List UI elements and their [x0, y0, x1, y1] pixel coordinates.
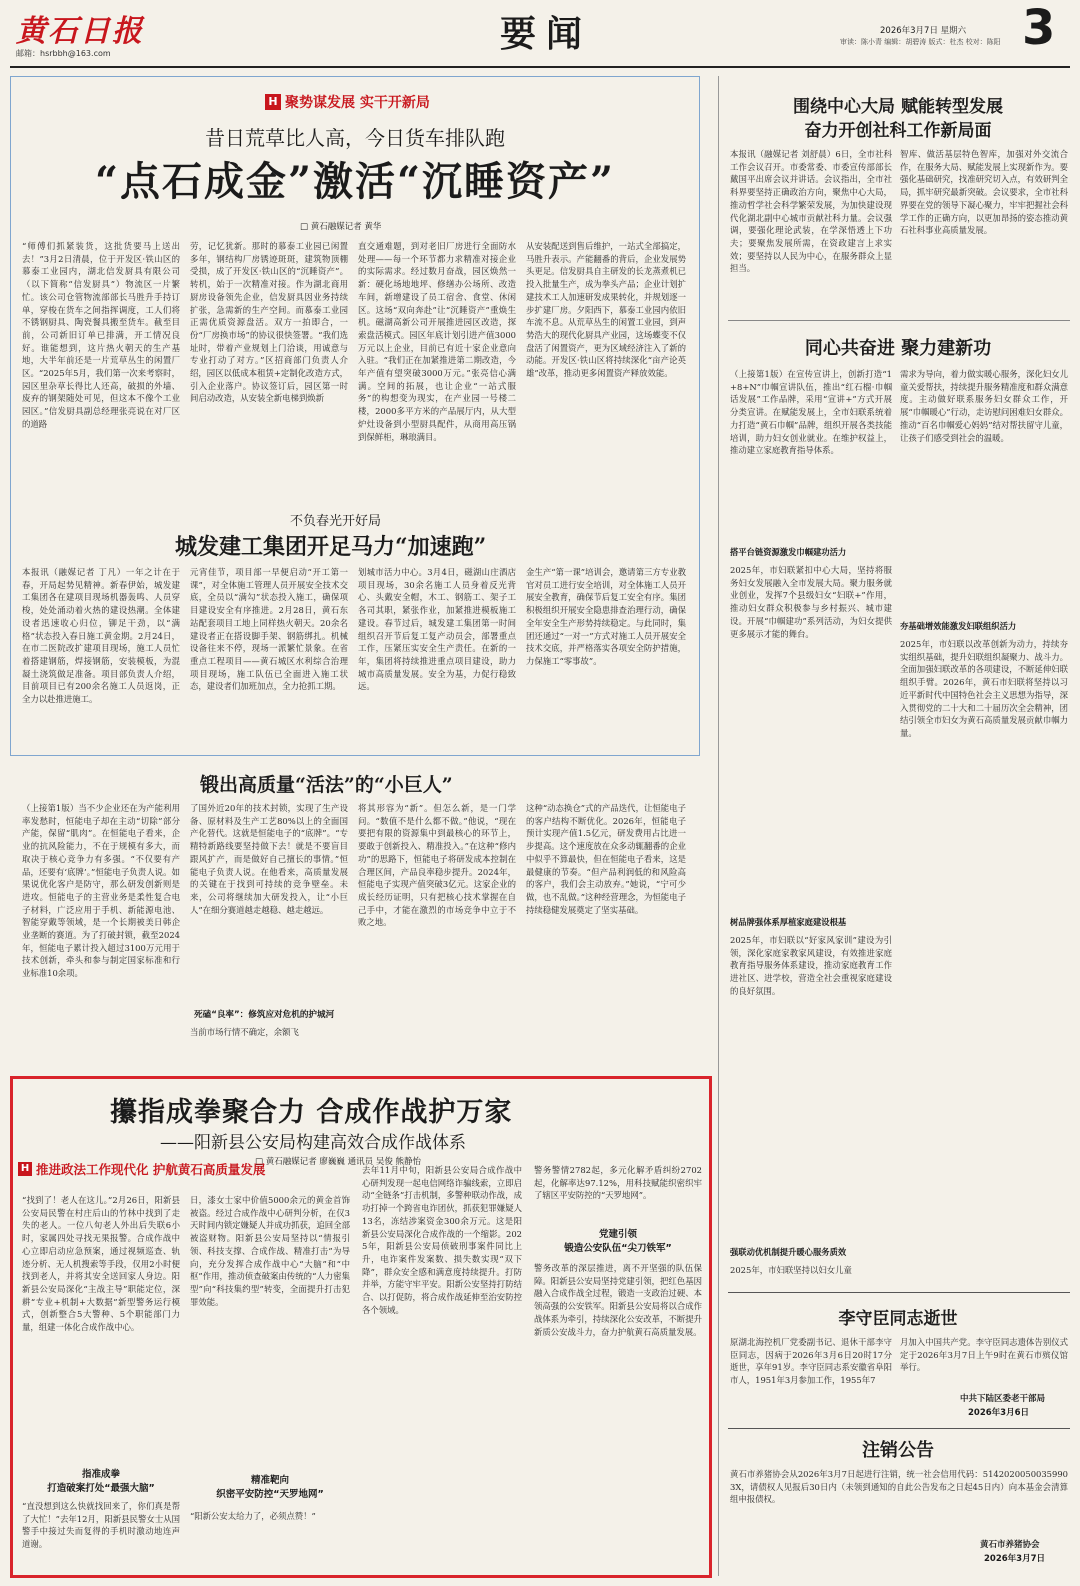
urban-story-col-3: 划城市活力中心。3月4日，磁湖山庄酒店项目现场，30余名施工人员身着反光背心、头戴安全帽，木工、钢筋工、架子工各司其职，紧张作业，加紧推进模板施工建设。春节过后，城发建工集团第一时间组织召开节后复工复产动员会，部署重点工作，压紧压实安全生产责任。在新的一年，集团将持续推进重点项目建设，助力城市高质量发展。安全为基，力促行稳致远。: [358, 567, 516, 692]
obituary-date: 2026年3月6日: [968, 1408, 1029, 1418]
right-mid-subhead-4: 夯基础增效能激发妇联组织活力: [900, 621, 1017, 631]
obituary-col-2: 月加入中国共产党。李守臣同志遗体告别仪式定于2026年3月7日上午9时在黄石市殡仪馆举行。: [900, 1337, 1068, 1373]
masthead-rule: [10, 66, 1070, 68]
right-mid-col-1c: 2025年，市妇联以“好家风家训”建设为引领，深化家庭家教家风建设，有效推进家庭教育指导服务体系建设，推动家庭教育工作进社区、进学校，营造全社会重视家庭建设的良好氛围。: [730, 935, 892, 996]
police-story-col-1: “找到了！老人在这儿。”2月26日，阳新县公安局民警在村庄后山的竹林中找到了走失的老人。一位八旬老人外出后失联6小时，家属四处寻找无果报警。合成作战中心立即启动应急预案，通过视频巡查、轨迹分析、无人机搜索等手段，仅用2小时便找到老人，并将其安全送回家人身边。阳新县公安局深化“主战主导”职能定位，深耕“专业+机制+大数据”新型警务运行模式，创新整合5大警种、5个职能部门力量，组建一体化合成作战中心。: [22, 1195, 180, 1333]
h-badge: H: [265, 94, 281, 110]
giant-story-col-1: （上接第1版）当不少企业还在为产能利用率发愁时，恒能电子却在主动“切除”部分产能，保留“肌肉”。在恒能电子看来，企业的抗风险能力，不在于规模有多大，而取决于核心竞争力有多强。“不仅要有产品，还要有‘底牌’。”恒能电子负责人说。如果说优化客户是防守，那么研发创新则是进攻。恒能电子的主营业务是柔性复合电子材料，广泛应用于手机、新能源电池、智能穿戴等领域，是一个长期被美日韩企业垄断的赛道。为了打破封锁，截至2024年，恒能电子累计投入超过3100万元用于技术创新，牵头和参与制定国家标准和行业标准10余项。: [22, 803, 180, 979]
newspaper-logo: 黄石日报: [16, 14, 144, 49]
right-top-headline-2: 奋力开创社科工作新局面: [804, 121, 992, 141]
right-mid-subhead-3: 强联动优机制提升暖心服务质效: [730, 1247, 847, 1257]
masthead-email: 邮箱：hsrbbh@163.com: [16, 49, 111, 58]
urban-story-headline: 城发建工集团开足马力“加速跑”: [175, 534, 487, 560]
top-story-kicker: 昔日荒草比人高，今日货车排队跑: [205, 126, 505, 150]
right-mid-col-2: 需求为导向，着力做实暖心服务，深化妇女儿童关爱帮扶，持续提升服务精准度和群众满意度。主动做好联系服务妇女群众工作，开展“巾帼暖心”行动，走访慰问困难妇女群众。推动“百名巾帼爱心妈妈”结对帮扶留守儿童，让孩子们感受到社会的温暖。: [900, 369, 1068, 443]
police-story-col-2-tail: “阳新公安太给力了，必须点赞！”: [190, 1511, 316, 1521]
police-story-col-1-subhead: 指准成拳 打造破案打处“最强大脑”: [47, 1469, 155, 1494]
notice-rule: [728, 1428, 1070, 1429]
obituary-rule: [728, 1292, 1070, 1293]
giant-story-col-3: 将其形容为“新”。但怎么新，是一门学问。“数值不是什么都不做。”他说，“现在要把有限的资源集中到最核心的环节上，要敢于创新投入、精准投入。”在这种“修内功”的思路下，恒能电子将研发成本控制在合理区间，产品良率稳步提升。2024年，恒能电子实现产值突破3亿元。这家企业的成长经历证明，只有把核心技术掌握在自己手中，才能在激烈的市场竞争中立于不败之地。: [358, 803, 516, 928]
right-mid-subhead-2: 树品牌强体系厚植家庭建设根基: [730, 917, 847, 927]
top-story-headline: “点石成金”激活“沉睡资产”: [94, 158, 616, 205]
urban-story-col-1: 本报讯（融媒记者 丁凡）一年之计在于春，开局起势见精神。新春伊始，城发建工集团各在建项目现场机器轰鸣、人员穿梭，处处涌动着火热的建设热潮。全体建设者迅速收心归位，铆足干劲，以“满格”状态投入春日施工黄金期。2月24日，在市二医院改扩建项目现场，施工人员忙着搭建钢筋，焊接钢筋，安装模板，为混凝土浇筑做足准备。项目部负责人介绍，目前项目已有200余名施工人员返岗，正全力以赴推进施工。: [22, 567, 180, 705]
giant-story-col-4: 这种“动态换仓”式的产品迭代，让恒能电子的客户结构不断优化。2026年，恒能电子预计实现产值1.5亿元，研发费用占比进一步提高。这个速度放在众多动辄翻番的企业中似乎不算最快，但在恒能电子看来，这是最健康的节奏。“但产品利润低的和风险高的客户，我们会主动放弃。”她说，“宁可少做，也不乱做。”这种经营理念，为恒能电子持续稳健发展奠定了坚实基础。: [526, 803, 686, 915]
police-story-col-2: 日，漆女士家中价值5000余元的黄金首饰被盗。经过合成作战中心研判分析，在仅3天时间内锁定嫌疑人并成功抓获，追回全部被盗财物。阳新县公安局坚持以“情报引领、科技支撑、合成作战、精准打击”为导向，充分发挥合成作战中心“大脑”和“中枢”作用，推动侦查破案由传统的“人力密集型”向“科技集约型”转变，全面提升打击犯罪效能。: [190, 1195, 350, 1307]
top-story-col-1: “师傅们抓紧装货，这批货要马上送出去！”3月2日清晨，位于开发区·铁山区的慕泰工业园内，湖北信发厨具有限公司（以下简称“信发厨具”）物流区一片繁忙。该公司仓管物流部部长马胜升手持订单，穿梭在货车之间指挥调度，工人们将不锈钢厨具、陶瓷餐具搬至货车。截至目前，公司新旧订单已排满，开工情况良好。谁能想到，这片热火朝天的生产基地，大半年前还是一片荒草丛生的闲置厂区。“2025年5月，我们第一次来考察时，园区里杂草长得比人还高，破损的外墙、废弃的钢架随处可见，但这本不像个工业园区。”信发厨具副总经理张亮说在对厂区的道路: [22, 241, 180, 429]
giant-story-col-2b: 当前市场行情不确定，余额飞: [190, 1027, 299, 1037]
right-column-divider: [718, 76, 719, 1576]
top-story-col-3: 直交通难题，到对老旧厂房进行全面防水处理——每一个环节都力求精准对接企业的实际需求。经过数月奋战，园区焕然一新：硬化场地地坪、修缮办公场所、改造车间，新增建设了员工宿舍、食堂、休闲区。这场“双向奔赴”让“沉睡资产”重焕生机。磁湖高新公司开展推进园区改造，探索盘活模式。园区年底计划引进产值3000万元以上企业，目前已有近十家企业意向入驻。“我们正在加紧推进第二期改造，今年产值有望突破3000万元。”张亮信心满满。空间的拓展，也让企业“一站式服务”的构想变为现实，在产业园一号楼二楼，2000多平方米的产品展厅内，从大型炉灶设备到小型厨具配件，从商用高压锅到保鲜柜，琳琅满目。: [358, 241, 516, 442]
notice-headline: 注销公告: [862, 1440, 934, 1461]
right-top-col-1: 本报讯（融媒记者 刘舒晨）6日，全市社科工作会议召开。市委常委、市委宣传部部长戴国平出席会议并讲话。会议指出，全市社科界要坚持正确政治方向，聚焦中心大局，推动哲学社会科学繁荣发展，为加快建设现代化湖北副中心城市贡献社科力量。会议强调，要强化理论武装，在学深悟透上下功夫；要聚焦发展所需，在资政建言上求实效；要坚持以人民为中心，在服务群众上显担当。: [730, 149, 892, 274]
right-mid-headline: 同心共奋进 聚力建新功: [804, 338, 992, 359]
giant-story-col-2: 了国外近20年的技术封锁，实现了生产设备、原材料及生产工艺80%以上的全面国产化替代。这就是恒能电子的“底牌”。“专精特新路线要坚持做下去！就是不要盲目跟风扩产，而是做好自己擅长的事情。”恒能电子负责人说。在他看来，高质量发展的关键在于找到可持续的竞争壁垒。未来，公司将继续加大研发投入，让“小巨人”在细分赛道越走越稳、越走越远。: [190, 803, 348, 915]
section-title: 要闻: [500, 13, 593, 55]
giant-story-headline: 锻出高质量“活法”的“小巨人”: [200, 774, 453, 796]
police-story-col-4-tail: 警务改革的深层推进，离不开坚强的队伍保障。阳新县公安局坚持党建引领，把红色基因融入合成作战全过程，锻造一支政治过硬、本领高强的公安铁军。阳新县公安局将以合成作战体系为牵引，持续深化公安改革，不断提升新质公安战斗力，奋力护航黄石高质量发展。: [534, 1263, 702, 1337]
police-story-col-4-subhead: 党建引领 锻造公安队伍“尖刀铁军”: [564, 1229, 672, 1254]
obituary-headline: 李守臣同志逝世: [838, 1309, 958, 1329]
police-story-col-3: 去年11月中旬，阳新县公安局合成作战中心研判发现一起电信网络诈骗线索，立即启动“全链条”打击机制，多警种联动作战，成功打掉一个跨省电诈团伙，抓获犯罪嫌疑人13名，冻结涉案资金300余万元。这是阳新县公安局深化合成作战的一个缩影。2025年，阳新县公安局侦破刑事案件同比上升，电诈案件发案数、损失数实现“双下降”，群众安全感和满意度持续提升。打防并举，方能守牢平安。阳新公安坚持打防结合、以打促防，将合成作战延伸至治安防控各个领域。: [362, 1165, 522, 1315]
giant-story-subhead: 死磕“良率”：修筑应对危机的护城河: [194, 1010, 335, 1020]
right-mid-col-2b: 2025年，市妇联以改革创新为动力，持续夯实组织基础，提升妇联组织凝聚力、战斗力。全面加强妇联改革的各项建设，不断延伸妇联组织手臂。2026年，黄石市妇联将坚持以习近平新时代中国特色社会主义思想为指导，深入贯彻党的二十大和二十届历次全会精神，团结引领全市妇女为黄石高质量发展贡献巾帼力量。: [900, 639, 1068, 738]
notice-date: 2026年3月7日: [984, 1554, 1045, 1564]
right-top-rule: [728, 320, 1070, 321]
top-story-tag-text: 聚势谋发展 实干开新局: [285, 95, 430, 111]
obituary-col-1: 原湖北海控机厂党委副书记、退休干部李守臣同志，因病于2026年3月6日20时17分逝世，享年91岁。李守臣同志系安徽省阜阳市人，1951年3月参加工作，1955年7: [730, 1337, 892, 1386]
police-story-byline: □ 黄石融媒记者 廖巍巍 通讯员 吴俊 熊静怡: [255, 1157, 422, 1167]
issue-date: 2026年3月7日 星期六: [880, 26, 967, 36]
police-story-col-2-subhead: 精准靶向 织密平安防控“天罗地网”: [216, 1475, 324, 1500]
right-top-col-2: 智库、做活基层特色智库，加强对外交流合作，在服务大局、赋能发展上实现新作为。要强化基础研究，找准研究切入点，有效研判全局，抓牢研究最新突破。会议要求，全市社科界要在党的领导下凝心聚力，牢牢把握社会科学工作的正确方向，以更加昂扬的姿态推动黄石社科事业高质量发展。: [900, 149, 1068, 236]
right-mid-col-1: （上接第1版）在宣传宣讲上，创新打造“1+8+N”巾帼宣讲队伍，推出“红石榴·巾帼话发展”工作品牌，采用“宣讲+”方式开展分类宣讲。在赋能发展上，全市妇联系统着力打造“黄石巾帼”品牌，组织开展各类技能培训，助力妇女创业就业。在维护权益上，推动建立家庭教育指导体系。: [730, 369, 892, 456]
urban-story-kicker: 不负春光开好局: [290, 514, 382, 529]
urban-story-col-4: 金生产“第一课”培训会，邀请第三方专业教官对员工进行安全培训，对全体施工人员开展安全教育，确保节后复工安全有序。集团积极组织开展安全隐患排查治理行动，确保全年安全生产形势持续稳定。与此同时，集团还通过“一对一”方式对施工人员开展安全技术交底，并严格落实各项安全防护措施，力保施工“零事故”。: [526, 567, 686, 666]
obituary-signature: 中共下陆区委老干部局: [960, 1394, 1046, 1404]
police-story-tag-text: 推进政法工作现代化 护航黄石高质量发展: [36, 1162, 266, 1177]
right-mid-subhead-1: 搭平台链资源激发巾帼建功活力: [730, 547, 847, 557]
urban-story-col-2: 元宵佳节，项目部一早便启动“开工第一课”，对全体施工管理人员开展安全技术交底，全员以“满勾”状态投入施工，确保项目建设安全有序推进。2月28日，黄石东站配套项目工地上同样热火朝天。20余名建设者正在搭设脚手架、钢筋绑扎。机械设备往来不停，现场一派繁忙景象。在省重点工程项目——黄石城区水利综合治理项目现场，施工队伍已全面进入施工状态，建设者们加班加点，全力抢抓工期。: [190, 567, 348, 692]
notice-body: 黄石市养猪协会从2026年3月7日起进行注销，统一社会信用代码：51420200500359903X，请债权人见报后30日内（未领到通知的自此公告发布之日起45日内）向本基金会清算组申报债权。: [730, 1469, 1068, 1505]
police-story-headline: 攥指成拳聚合力 合成作战护万家: [110, 1097, 513, 1128]
top-story-col-2: 劳，记忆犹新。那时的慕泰工业园已闲置多年，钢结构厂房锈迹斑斑，建筑物顶棚受损，成了开发区·铁山区的“沉睡资产”。转机，始于一次精准对接。作为湖北商用厨房设备领先企业，信发厨具因业务持续扩张，急需新的生产空间。而慕泰工业园正需优质资源盘活。双方一拍即合，一份“厂房换市场”的协议很快签署。“我们选址时，带着产业规划上门洽谈，用诚意与专业打动了对方。”区招商部门负责人介绍，园区以低成本租赁+定制化改造方式，引入企业落户。协议签订后，园区第一时间启动改造，从安装全新电梯到焕新: [190, 241, 348, 404]
page-number: 3: [1022, 0, 1056, 56]
right-mid-col-1b: 2025年，市妇联紧扣中心大局，坚持将服务妇女发展融入全市发展大局。聚力服务就业创业，发挥7个县级妇女“妇联+”作用，推动妇女群众积极参与乡村振兴、城市建设。开展“巾帼建功”系列活动，为妇女提供更多展示才能的舞台。: [730, 565, 892, 639]
right-mid-col-1d: 2025年，市妇联坚持以妇女儿童: [730, 1265, 852, 1275]
right-top-headline-1: 围绕中心大局 赋能转型发展: [793, 97, 1003, 117]
top-story-tag: [265, 92, 430, 112]
notice-signature: 黄石市养猪协会: [980, 1540, 1040, 1550]
top-story-col-4: 从安装配送到售后维护，一站式全部搞定，马胜升表示。产能翻番的背后，企业发展势头更足。信发厨具自主研发的长龙蒸煮机已投入批量生产，成为拳头产品；企业计划扩建技术工人加速研发成果转化，并规划逐一步扩建厂房。夕阳西下，慕泰工业园内依旧车流不息。从荒草丛生的闲置工业园，到声势浩大的现代化厨具产业园，这场蝶变不仅盘活了闲置资产，更为区域经济注入了新的动能。开发区·铁山区将持续深化“亩产论英雄”改革，推动更多闲置资产释放效能。: [526, 241, 686, 379]
police-story-tag: [18, 1160, 265, 1178]
police-story-col-4: 警务警情2782起，多元化解矛盾纠纷2702起，化解率达97.12%，用科技赋能织密织牢了辖区平安防控的“天罗地网”。: [534, 1165, 702, 1201]
masthead: [0, 0, 1080, 70]
police-story-subtitle: ——阳新县公安局构建高效合成作战体系: [160, 1133, 466, 1153]
top-story-byline: □ 黄石融媒记者 黄华: [300, 222, 382, 232]
editor-credits: 审读：陈小青 编辑：胡碧涛 版式：杜杰 校对：陈阳: [840, 38, 1001, 46]
police-story-col-1-tail: “直没想到这么快就找回来了，你们真是帮了大忙！”去年12月，阳新县民警女士从国警手中接过失而复得的手机时激动地连声道谢。: [22, 1501, 180, 1550]
h-badge-police: H: [18, 1162, 32, 1176]
